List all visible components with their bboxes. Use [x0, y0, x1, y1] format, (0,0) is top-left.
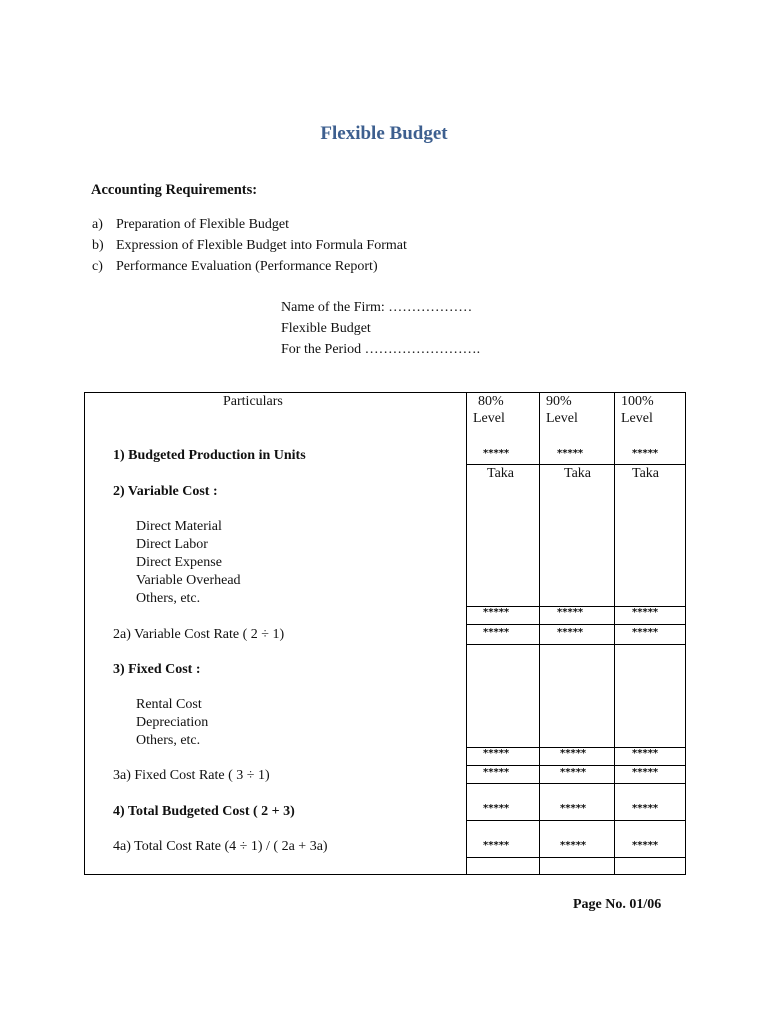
value-stars: ***** — [557, 448, 584, 459]
list-item — [92, 235, 407, 256]
page-number: Page No. 01/06 — [573, 897, 662, 912]
column-divider — [466, 393, 467, 874]
list-item-text: Preparation of Flexible Budget — [116, 217, 290, 232]
row-divider — [466, 783, 685, 784]
value-stars: ***** — [483, 448, 510, 459]
row-divider — [466, 820, 685, 821]
row-budgeted-production: 1) Budgeted Production in Units — [113, 448, 306, 463]
value-stars: ***** — [483, 767, 510, 778]
row-variable-rate: 2a) Variable Cost Rate ( 2 ÷ 1) — [113, 627, 285, 642]
list-marker: b) — [92, 238, 104, 253]
variable-item: Direct Labor — [136, 537, 208, 552]
firm-name-line: Name of the Firm: ……………… — [281, 300, 473, 315]
header-80-top: 80% — [478, 394, 504, 409]
header-80-bottom: Level — [473, 411, 505, 426]
list-item-text: Performance Evaluation (Performance Report) — [116, 259, 378, 274]
list-item — [92, 256, 407, 277]
fixed-item: Rental Cost — [136, 697, 202, 712]
row-fixed-rate: 3a) Fixed Cost Rate ( 3 ÷ 1) — [113, 768, 270, 783]
firm-block — [281, 297, 480, 360]
variable-item: Direct Material — [136, 519, 222, 534]
header-90-bottom: Level — [546, 411, 578, 426]
value-stars: ***** — [483, 748, 510, 759]
value-stars: ***** — [557, 627, 584, 638]
header-100-top: 100% — [621, 394, 654, 409]
variable-item: Others, etc. — [136, 591, 201, 606]
firm-budget-line: Flexible Budget — [281, 321, 371, 336]
row-divider — [466, 857, 685, 858]
value-stars: ***** — [632, 607, 659, 618]
value-stars: ***** — [632, 448, 659, 459]
value-stars: ***** — [483, 627, 510, 638]
page-title: Flexible Budget — [320, 123, 448, 144]
fixed-item: Others, etc. — [136, 733, 201, 748]
value-stars: ***** — [632, 767, 659, 778]
variable-item: Variable Overhead — [136, 573, 241, 588]
requirements-heading: Accounting Requirements: — [91, 182, 258, 198]
row-total-rate: 4a) Total Cost Rate (4 ÷ 1) / ( 2a + 3a) — [113, 839, 328, 854]
requirements-list — [92, 214, 407, 277]
list-marker: c) — [92, 259, 103, 274]
firm-period-line: For the Period ……………………. — [281, 342, 481, 357]
taka-label: Taka — [487, 466, 515, 481]
value-stars: ***** — [632, 748, 659, 759]
row-variable-cost: 2) Variable Cost : — [113, 484, 218, 499]
value-stars: ***** — [557, 607, 584, 618]
value-stars: ***** — [560, 803, 587, 814]
list-item — [92, 214, 407, 235]
row-total-cost: 4) Total Budgeted Cost ( 2 + 3) — [113, 804, 295, 819]
row-fixed-cost: 3) Fixed Cost : — [113, 662, 201, 677]
value-stars: ***** — [632, 840, 659, 851]
value-stars: ***** — [632, 627, 659, 638]
variable-item: Direct Expense — [136, 555, 222, 570]
header-100-bottom: Level — [621, 411, 653, 426]
taka-label: Taka — [564, 466, 592, 481]
list-marker: a) — [92, 217, 103, 232]
list-item-text: Expression of Flexible Budget into Formula Format — [116, 238, 407, 253]
fixed-item: Depreciation — [136, 715, 209, 730]
value-stars: ***** — [560, 840, 587, 851]
value-stars: ***** — [560, 748, 587, 759]
value-stars: ***** — [483, 803, 510, 814]
value-stars: ***** — [483, 607, 510, 618]
row-divider — [466, 765, 685, 766]
value-stars: ***** — [483, 840, 510, 851]
header-90-top: 90% — [546, 394, 572, 409]
column-divider — [614, 393, 615, 874]
value-stars: ***** — [632, 803, 659, 814]
taka-label: Taka — [632, 466, 660, 481]
row-divider — [466, 624, 685, 625]
column-divider — [539, 393, 540, 874]
header-particulars: Particulars — [223, 394, 283, 409]
row-divider — [466, 464, 685, 465]
row-divider — [466, 644, 685, 645]
budget-table — [84, 392, 686, 875]
value-stars: ***** — [560, 767, 587, 778]
